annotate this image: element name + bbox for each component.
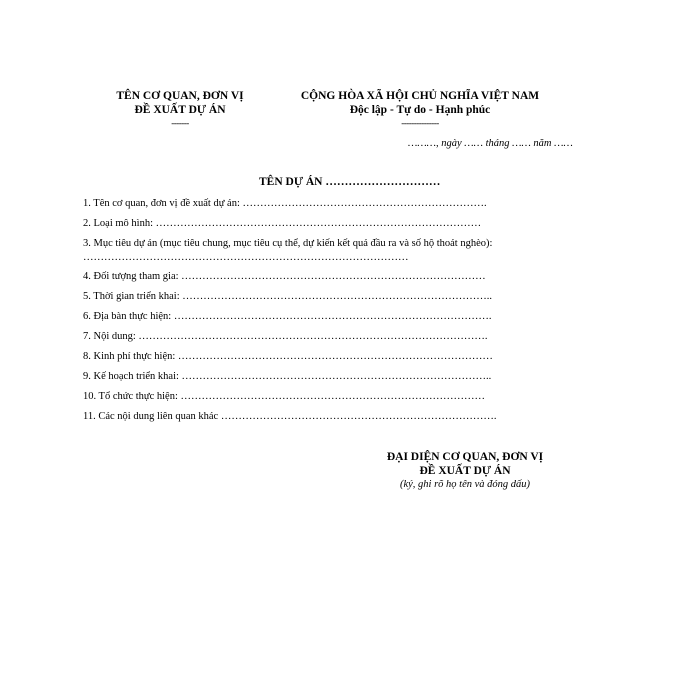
item-3-continuation: ………………………………………………………………………………… <box>83 252 409 263</box>
signature-subtitle: ĐỀ XUẤT DỰ ÁN <box>419 465 511 477</box>
item-7: 7. Nội dung: ………………………………………………………………………………………. <box>83 331 488 342</box>
agency-name-label: TÊN CƠ QUAN, ĐƠN VỊ <box>116 90 244 102</box>
item-5: 5. Thời gian triển khai: …………………………………………………………………………….. <box>83 291 493 302</box>
signature-title: ĐẠI DIỆN CƠ QUAN, ĐƠN VỊ <box>386 451 544 463</box>
item-9: 9. Kế hoạch triển khai: …………………………………………………………………………….. <box>83 371 492 382</box>
national-title: CỘNG HÒA XÃ HỘI CHỦ NGHĨA VIỆT NAM <box>300 90 540 102</box>
project-title: TÊN DỰ ÁN ………………………… <box>259 176 441 188</box>
date-line: ………, ngày …… tháng …… năm …… <box>408 138 573 149</box>
item-11: 11. Các nội dung liên quan khác ……………………………………………………………………. <box>83 411 497 422</box>
item-3: 3. Mục tiêu dự án (mục tiêu chung, mục tiêu cụ thể, dự kiến kết quả đầu ra và số hộ thoát nghèo): <box>83 238 493 249</box>
item-10: 10. Tổ chức thực hiện: …………………………………………………………………………… <box>83 391 485 402</box>
header-left-rule: ------- <box>171 118 189 128</box>
item-4: 4. Đối tượng tham gia: …………………………………………………………………………… <box>83 271 486 282</box>
national-motto: Độc lập - Tự do - Hạnh phúc <box>349 104 491 116</box>
header-right-rule: --------------- <box>401 118 439 128</box>
item-2: 2. Loại mô hình: ………………………………………………………………………………… <box>83 218 482 229</box>
item-1: 1. Tên cơ quan, đơn vị đề xuất dự án: ……………………………………………………………. <box>83 198 487 209</box>
item-6: 6. Địa bàn thực hiện: ………………………………………………………………………………. <box>83 311 492 322</box>
signature-note: (ký, ghi rõ họ tên và đóng dấu) <box>399 479 531 490</box>
item-8: 8. Kinh phí thực hiện: ……………………………………………………………………………… <box>83 351 493 362</box>
project-proposer-label: ĐỀ XUẤT DỰ ÁN <box>134 104 226 116</box>
